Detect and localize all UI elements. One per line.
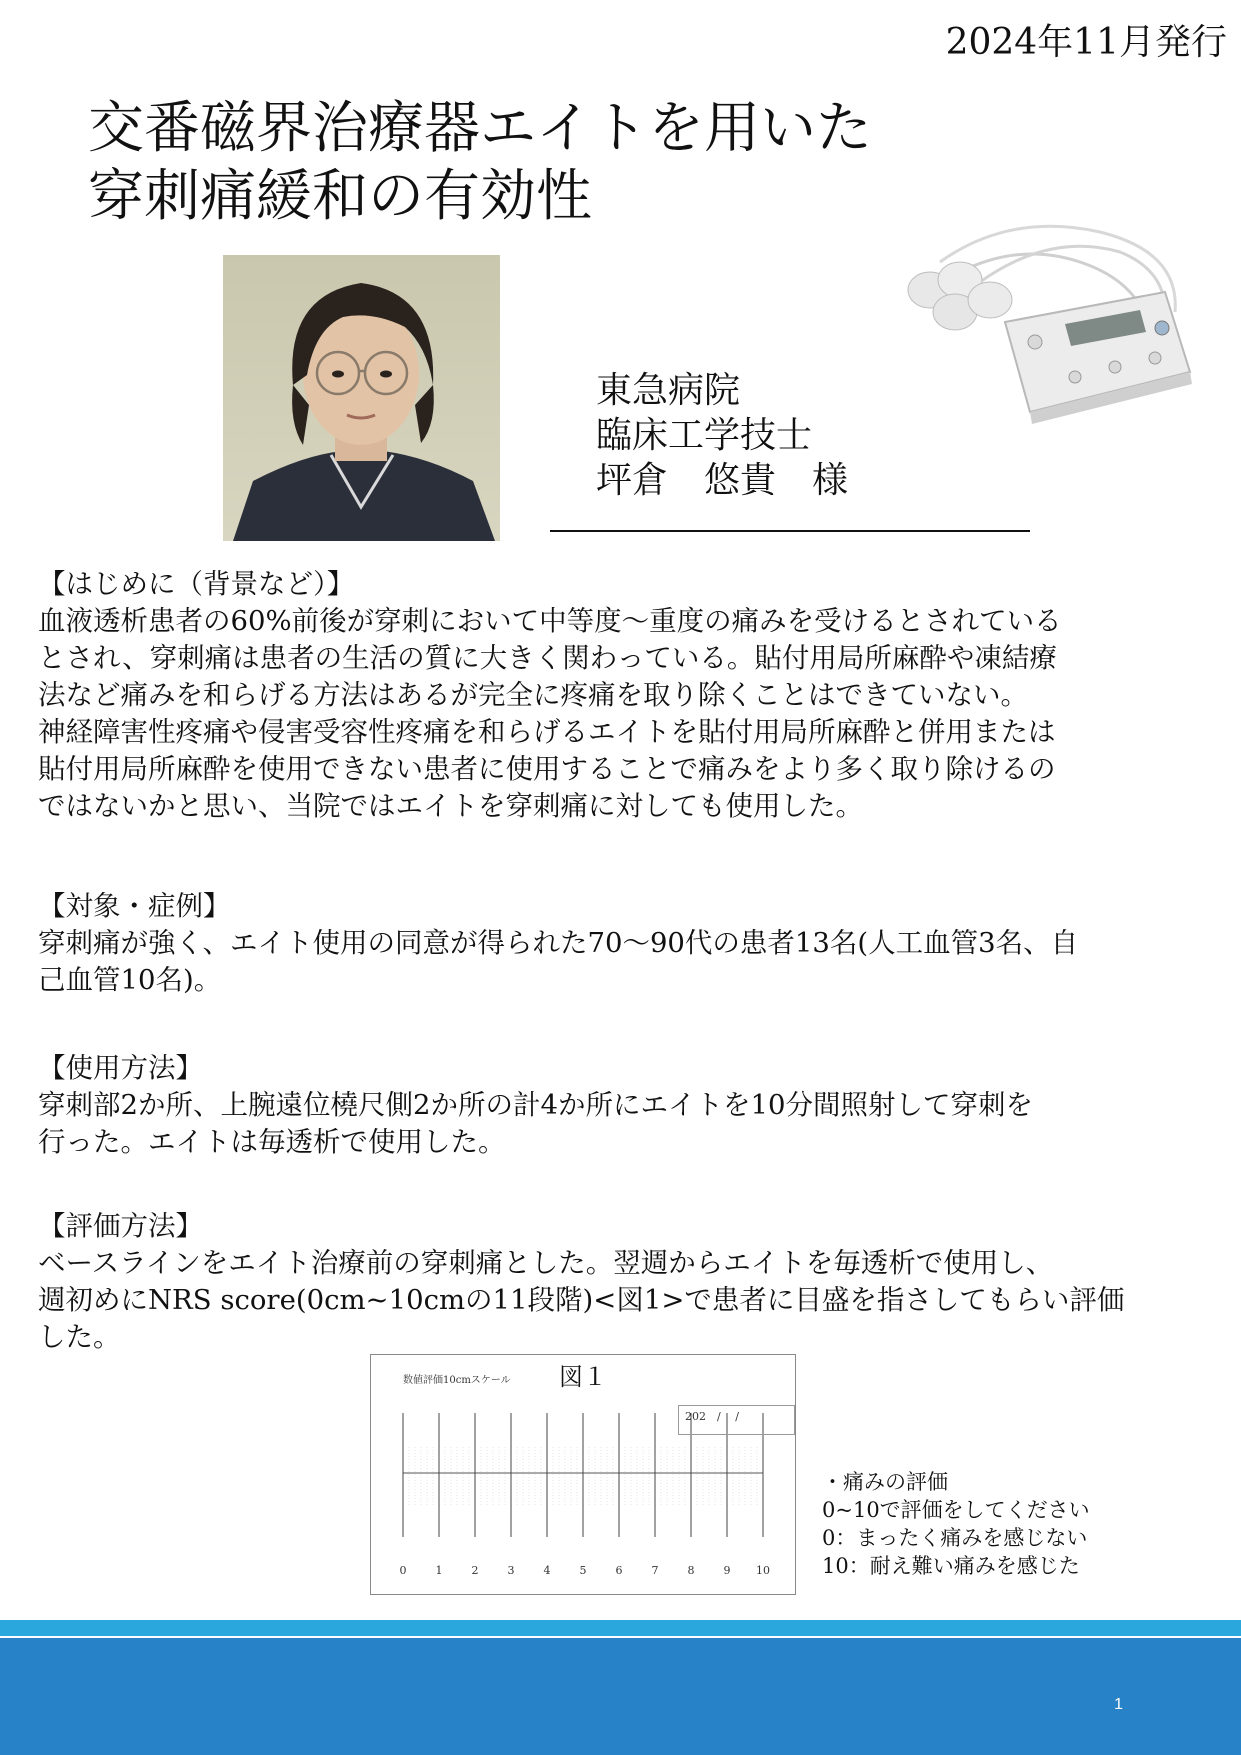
- author-affiliation: [596, 368, 848, 503]
- author-name: 坪倉 悠貴 様: [596, 460, 849, 501]
- author-role: 臨床工学技士: [596, 415, 813, 456]
- section-evaluation: [38, 1208, 1213, 1356]
- note-line: ・痛みの評価: [822, 1470, 948, 1494]
- device-photo: [900, 212, 1200, 462]
- section-method: [38, 1050, 1213, 1161]
- paragraph-line: 行った。エイトは毎透析で使用した。: [38, 1126, 506, 1158]
- issue-date: 2024年11月発行: [945, 22, 1227, 63]
- note-line: 10：耐え難い痛みを感じた: [822, 1554, 1080, 1578]
- paragraph-line: 穿刺痛が強く、エイト使用の同意が得られた70～90代の患者13名(人工血管3名、自: [38, 927, 1079, 959]
- footer-stripe: [0, 1620, 1241, 1636]
- title-line-1: 交番磁界治療器エイトを用いた: [88, 96, 872, 161]
- section-heading: 【評価方法】: [38, 1210, 203, 1242]
- section-subjects: [38, 888, 1213, 999]
- paragraph-line: 穿刺部2か所、上腕遠位橈尺側2か所の計4か所にエイトを10分間照射して穿刺を: [38, 1089, 1033, 1121]
- scale-tick-label: 1: [435, 1564, 443, 1577]
- scale-tick-label: 7: [651, 1564, 659, 1577]
- section-heading: 【はじめに（背景など）】: [38, 568, 355, 600]
- note-line: 0~10で評価をしてください: [822, 1498, 1090, 1522]
- affiliation-divider: [550, 530, 1030, 532]
- scale-tick-label: 0: [399, 1564, 407, 1577]
- section-heading: 【使用方法】: [38, 1052, 203, 1084]
- author-portrait: [223, 255, 500, 541]
- scale-label: 数値評価10cmスケール: [403, 1375, 511, 1386]
- section-intro: [38, 566, 1213, 825]
- paragraph-line: ではないかと思い、当院ではエイトを穿刺痛に対しても使用した。: [38, 790, 863, 822]
- paragraph-line: とされ、穿刺痛は患者の生活の質に大きく関わっている。貼付用局所麻酔や凍結療: [38, 642, 1057, 674]
- paragraph-line: 己血管10名)。: [38, 964, 222, 996]
- scale-tick-label: 2: [471, 1564, 479, 1577]
- scale-tick-label: 8: [687, 1564, 695, 1577]
- scale-tick-label: 10: [756, 1564, 770, 1577]
- figure-caption: 図１: [559, 1363, 607, 1391]
- scale-tick-label: 6: [615, 1564, 623, 1577]
- scale-tick-label: 4: [543, 1564, 551, 1577]
- figure-nrs-scale: [370, 1354, 796, 1595]
- paragraph-line: 神経障害性疼痛や侵害受容性疼痛を和らげるエイトを貼付用局所麻酔と併用または: [38, 716, 1056, 748]
- paragraph-line: 週初めにNRS score(0cm~10cmの11段階)<図1>で患者に目盛を指さしてもらい評価: [38, 1284, 1125, 1316]
- scale-tick-label: 5: [579, 1564, 587, 1577]
- hospital-name: 東急病院: [596, 370, 741, 411]
- paragraph-line: 貼付用局所麻酔を使用できない患者に使用することで痛みをより多く取り除けるの: [38, 753, 1056, 785]
- footer-band: [0, 1638, 1241, 1755]
- paragraph-line: ベースラインをエイト治療前の穿刺痛とした。翌週からエイトを毎透析で使用し、: [38, 1247, 1054, 1279]
- title-line-2: 穿刺痛緩和の有効性: [88, 164, 592, 229]
- page-title: [88, 95, 872, 231]
- paragraph-line: した。: [38, 1321, 121, 1353]
- scale-tick-label: 3: [507, 1564, 515, 1577]
- section-heading: 【対象・症例】: [38, 890, 231, 922]
- paragraph-line: 血液透析患者の60%前後が穿刺において中等度～重度の痛みを受けるとされている: [38, 605, 1062, 637]
- note-line: 0：まったく痛みを感じない: [822, 1526, 1088, 1550]
- pain-scale-note: [822, 1468, 1090, 1580]
- page-number: 1: [1114, 1696, 1123, 1713]
- date-field: 202 / /: [678, 1405, 795, 1435]
- scale-tick-label: 9: [723, 1564, 731, 1577]
- paragraph-line: 法など痛みを和らげる方法はあるが完全に疼痛を取り除くことはできていない。: [38, 679, 1028, 711]
